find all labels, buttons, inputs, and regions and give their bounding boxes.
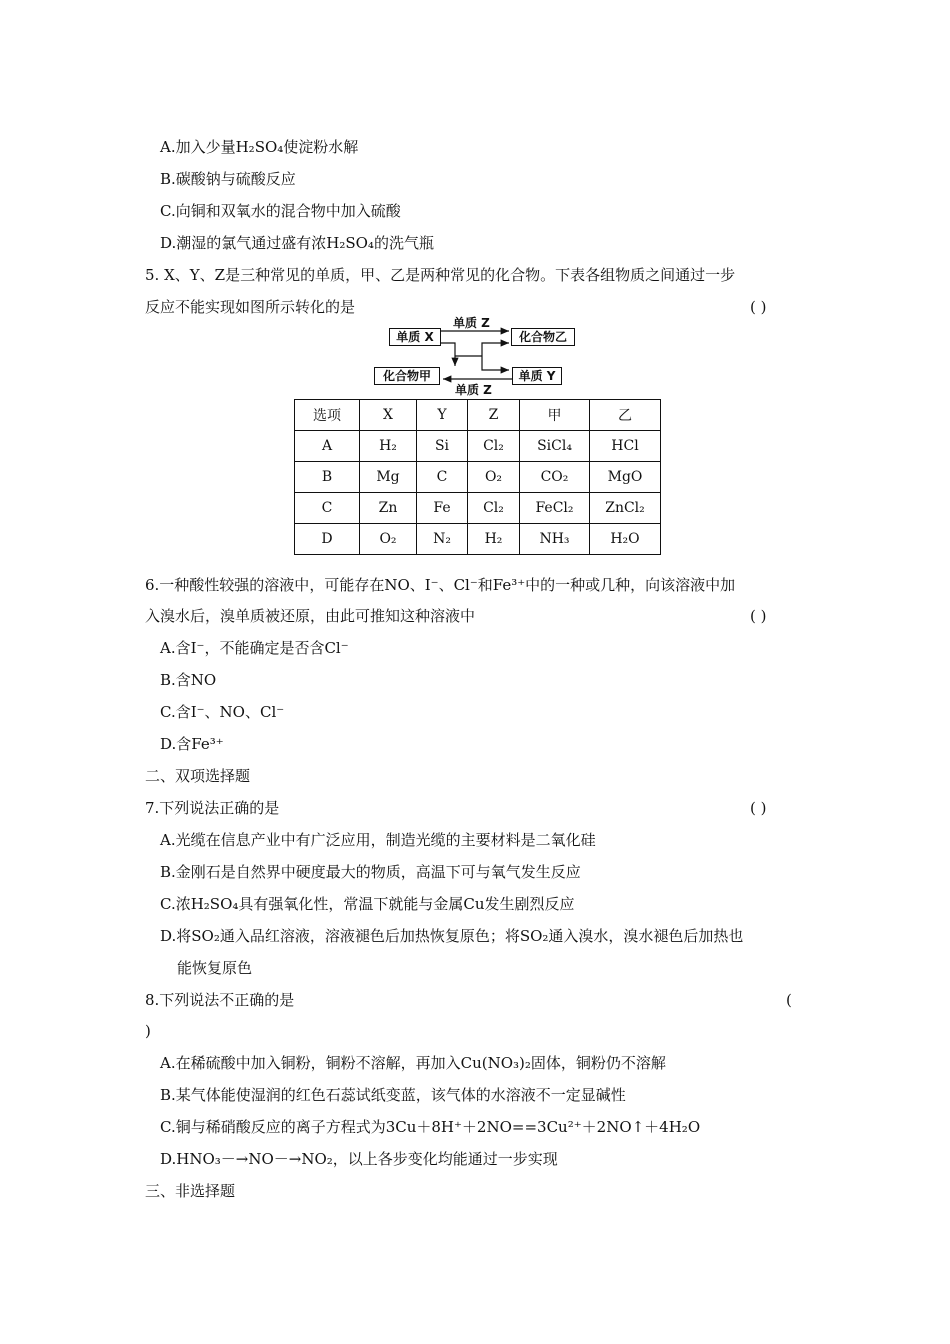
table-cell: C: [295, 493, 360, 524]
section-heading-2: 二、双项选择题: [145, 767, 251, 785]
table-header: Z: [468, 400, 520, 431]
q6-option-a: A.含I⁻，不能确定是否含Cl⁻: [160, 639, 349, 657]
connector-to-y: [482, 356, 509, 370]
q7-option-d-line2: 能恢复原色: [177, 959, 253, 977]
table-cell: D: [295, 524, 360, 555]
table-cell: B: [295, 462, 360, 493]
table-cell: Fe: [417, 493, 468, 524]
q7-answer-paren: ( ): [750, 799, 767, 817]
box-single-x: 单质 X: [389, 328, 441, 346]
table-cell: C: [417, 462, 468, 493]
q4-option-b: B.碳酸钠与硫酸反应: [160, 170, 296, 188]
q8-paren-open: (: [786, 991, 792, 1009]
table-cell: H₂O: [590, 524, 661, 555]
q8-paren-close: ): [145, 1022, 151, 1040]
table-header: 甲: [520, 400, 590, 431]
q8-option-c: C.铜与稀硝酸反应的离子方程式为3Cu＋8H⁺＋2NO==3Cu²⁺＋2NO↑＋4H₂O: [160, 1118, 701, 1136]
table-cell: O₂: [360, 524, 417, 555]
table-cell: ZnCl₂: [590, 493, 661, 524]
q4-option-d: D.潮湿的氯气通过盛有浓H₂SO₄的洗气瓶: [160, 234, 434, 252]
label-single-z-top: 单质 Z: [453, 316, 490, 330]
table-cell: A: [295, 431, 360, 462]
q4-option-c: C.向铜和双氧水的混合物中加入硫酸: [160, 202, 401, 220]
table-row: [295, 462, 661, 493]
q7-option-c: C.浓H₂SO₄具有强氧化性，常温下就能与金属Cu发生剧烈反应: [160, 895, 575, 913]
q7-option-a: A.光缆在信息产业中有广泛应用，制造光缆的主要材料是二氧化硅: [160, 831, 596, 849]
table-cell: SiCl₄: [520, 431, 590, 462]
table-header: 乙: [590, 400, 661, 431]
q6-option-d: D.含Fe³⁺: [160, 735, 224, 753]
table-header: X: [360, 400, 417, 431]
q8-stem: 8.下列说法不正确的是: [145, 991, 295, 1009]
table-row: [295, 431, 661, 462]
q6-option-c: C.含I⁻、NO、Cl⁻: [160, 703, 285, 721]
table-cell: FeCl₂: [520, 493, 590, 524]
table-row: [295, 524, 661, 555]
q6-stem-line1: 6.一种酸性较强的溶液中，可能存在NO、I⁻、Cl⁻和Fe³⁺中的一种或几种，向该溶液中加: [145, 576, 736, 594]
box-compound-jia: 化合物甲: [374, 367, 440, 385]
q5-answer-paren: ( ): [750, 298, 767, 316]
label-single-z-bottom: 单质 Z: [455, 383, 492, 397]
q7-stem: 7.下列说法正确的是: [145, 799, 280, 817]
q4-option-a: A.加入少量H₂SO₄使淀粉水解: [160, 138, 359, 156]
q5-options-table: [294, 399, 661, 555]
table-cell: Cl₂: [468, 493, 520, 524]
table-cell: Mg: [360, 462, 417, 493]
table-row: [295, 493, 661, 524]
table-header-row: [295, 400, 661, 431]
connector-x-to-jia: [440, 343, 455, 366]
table-cell: CO₂: [520, 462, 590, 493]
table-header: Y: [417, 400, 468, 431]
q6-stem-line2: 入溴水后，溴单质被还原，由此可推知这种溶液中: [145, 607, 476, 625]
table-cell: HCl: [590, 431, 661, 462]
table-cell: N₂: [417, 524, 468, 555]
q8-option-b: B.某气体能使湿润的红色石蕊试纸变蓝，该气体的水溶液不一定显碱性: [160, 1086, 626, 1104]
table-cell: Cl₂: [468, 431, 520, 462]
q5-stem-line2: 反应不能实现如图所示转化的是: [145, 298, 356, 316]
section-heading-3: 三、非选择题: [145, 1182, 236, 1200]
connector-to-yi: [482, 343, 509, 356]
q8-option-a: A.在稀硫酸中加入铜粉，铜粉不溶解，再加入Cu(NO₃)₂固体，铜粉仍不溶解: [160, 1054, 666, 1072]
table-cell: H₂: [360, 431, 417, 462]
table-cell: NH₃: [520, 524, 590, 555]
q5-stem-line1: 5. X、Y、Z是三种常见的单质，甲、乙是两种常见的化合物。下表各组物质之间通过一步: [145, 266, 736, 284]
table-header: 选项: [295, 400, 360, 431]
table-cell: H₂: [468, 524, 520, 555]
q7-option-d-line1: D.将SO₂通入品红溶液，溶液褪色后加热恢复原色；将SO₂通入溴水，溴水褪色后加热也: [160, 927, 744, 945]
diagram-arrows: [0, 0, 950, 400]
q8-option-d: D.HNO₃－→NO－→NO₂，以上各步变化均能通过一步实现: [160, 1150, 558, 1168]
q6-answer-paren: ( ): [750, 607, 767, 625]
table-cell: MgO: [590, 462, 661, 493]
q7-option-b: B.金刚石是自然界中硬度最大的物质，高温下可与氧气发生反应: [160, 863, 581, 881]
table-cell: Si: [417, 431, 468, 462]
box-single-y: 单质 Y: [512, 367, 562, 385]
q6-option-b: B.含NO: [160, 671, 217, 689]
table-cell: Zn: [360, 493, 417, 524]
box-compound-yi: 化合物乙: [511, 328, 575, 346]
table-cell: O₂: [468, 462, 520, 493]
